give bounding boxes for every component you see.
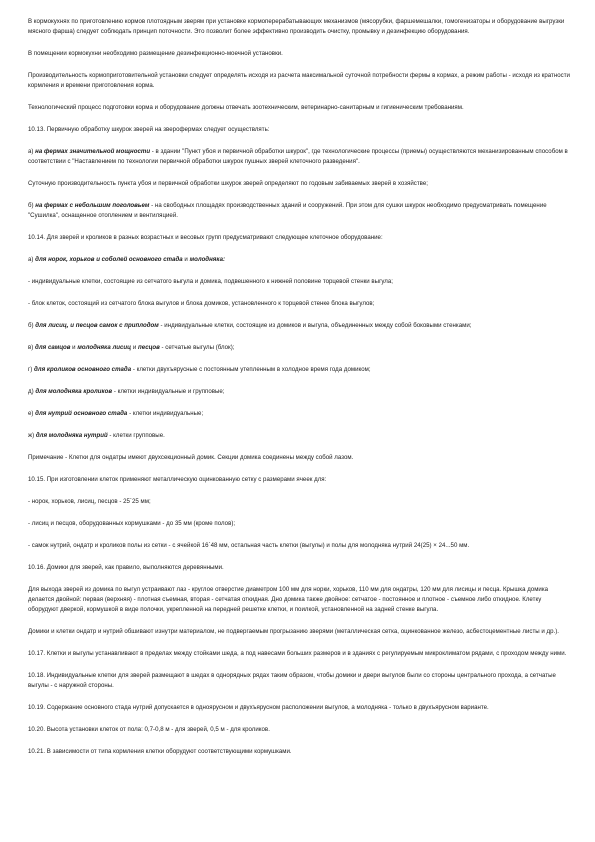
emphasized-text: для лисиц, и песцов самок с приплодом <box>35 322 159 329</box>
text-run: Примечание - Клетки для ондатры имеют двухсекционный домик. Секции домика соединены между собой лазом. <box>28 454 354 461</box>
text-run: 10.17. Клетки и выгулы устанавливают в пределах между стойками шеда, а под навесами больших размеров и в зданиях с регулируемым микроклиматом рядами, с проходом между ними. <box>28 650 567 657</box>
paragraph-p5 <box>28 125 573 135</box>
text-run: Производительность кормоприготовительной установки следует определять исходя из расчета максимальной суточной потребности фермы в кормах, а режим работы - исходя из кратности кормления и времени приготовления корма. <box>28 72 570 89</box>
text-run: - самок нутрий, ондатр и кроликов полы из сетки - с ячейкой 16´48 мм, остальная часть клетки (выгулы) и полы для молодняка нутрий 24(25) × 24...50 мм. <box>28 542 470 549</box>
paragraph-p2 <box>28 49 573 59</box>
paragraph-p12 <box>28 299 573 309</box>
text-run: д) <box>28 388 36 395</box>
paragraph-p31 <box>28 747 573 757</box>
paragraph-p25 <box>28 585 573 615</box>
text-run: В помещении кормокухни необходимо размещение дезинфекционно-моечной установки. <box>28 50 283 57</box>
text-run: - лисиц и песцов, оборудованных кормушками - до 35 мм (кроме полов); <box>28 520 236 527</box>
text-run: 10.19. Содержание основного стада нутрий допускается в одноярусном и двухъярусном расположении выгулов, а молодняка - только в двухъярусном варианте. <box>28 704 489 711</box>
text-run: ж) <box>28 432 36 439</box>
paragraph-p20 <box>28 475 573 485</box>
emphasized-text: для нутрий основного стада <box>35 410 128 417</box>
paragraph-p10 <box>28 255 573 265</box>
text-run: в) <box>28 344 36 351</box>
emphasized-text: для молодняка нутрий <box>35 432 108 439</box>
text-run: Технологический процесс подготовки корма и оборудование должны отвечать зоотехническим, ветеринарно-санитарным и гигиеническим требованиям. <box>28 104 464 111</box>
text-run: - блок клеток, состоящий из сетчатого блока выгулов и блока домиков, установленного к торцевой стенке блока выгулов; <box>28 300 375 307</box>
paragraph-p18 <box>28 431 573 441</box>
text-run: - клетки индивидуальные и групповые; <box>112 388 225 395</box>
text-run: 10.21. В зависимости от типа кормления клетки оборудуют соответствующими кормушками. <box>28 748 292 755</box>
text-run: и <box>131 344 138 351</box>
emphasized-text: для молодняка кроликов <box>35 388 113 395</box>
text-run: - норок, хорьков, лисиц, песцов - 25´25 мм; <box>28 498 151 505</box>
paragraph-p17 <box>28 409 573 419</box>
text-run: Суточную производительность пункта убоя и первичной обработки шкурок зверей определяют по годовым забиваемых зверей в хозяйстве; <box>28 180 428 187</box>
text-run: 10.14. Для зверей и кроликов в разных возрастных и весовых групп предусматривают следующее клеточное оборудование: <box>28 234 383 241</box>
paragraph-p15 <box>28 365 573 375</box>
text-run: и <box>70 344 78 351</box>
emphasized-text: для кроликов основного стада <box>34 366 132 373</box>
paragraph-p23 <box>28 541 573 551</box>
paragraph-p24 <box>28 563 573 573</box>
paragraph-p21 <box>28 497 573 507</box>
paragraph-p11 <box>28 277 573 287</box>
text-run: 10.18. Индивидуальные клетки для зверей размещают в шедах в однорядных рядах таким образом, чтобы домики и двери выгулов были со стороны центрального прохода, а сетчатые выгулы - с наружной стороны. <box>28 672 556 689</box>
emphasized-text: молодняка лисиц <box>77 344 132 351</box>
paragraph-p29 <box>28 703 573 713</box>
text-run: - на свободных площадях производственных зданий и сооружений. При этом для сушки шкурок необходимо предусматривать помещение "Сушилка", оснащенное отоплением и вентиляцией. <box>28 202 547 219</box>
paragraph-p9 <box>28 233 573 243</box>
paragraph-p7 <box>28 179 573 189</box>
paragraph-p14 <box>28 343 573 353</box>
emphasized-text: на фермах с небольшим поголовьем <box>35 202 150 209</box>
emphasized-text: песцов <box>138 344 160 351</box>
text-run: б) <box>28 202 36 209</box>
text-run: б) <box>28 322 36 329</box>
paragraph-p3 <box>28 71 573 91</box>
text-run: г) <box>28 366 35 373</box>
text-run: а) <box>28 148 36 155</box>
text-run: 10.16. Домики для зверей, как правило, выполняются деревянными. <box>28 564 224 571</box>
paragraph-p13 <box>28 321 573 331</box>
paragraph-p27 <box>28 649 573 659</box>
text-run: - клетки двухъярусные с постоянным утепленным в холодное время года домиком; <box>131 366 371 373</box>
emphasized-text: для самцов <box>35 344 71 351</box>
paragraph-p19 <box>28 453 573 463</box>
text-run: - клетки групповые. <box>107 432 165 439</box>
document-body <box>28 17 573 769</box>
paragraph-p16 <box>28 387 573 397</box>
text-run: Домики и клетки ондатр и нутрий обшивают изнутри материалом, не подвергаемым прогрызанию зверями (металлическая сетка, оцинкованное железо, асбестоцементные листы и др.). <box>28 628 559 635</box>
text-run: Для выхода зверей из домика по выгул устраивают лаз - круглое отверстие диаметром 100 мм для норки, хорьков, 110 мм для ондатры, 120 мм для лисицы и песца. Крышка домика делается двойной: первая (верхняя) - плотная съемная, вторая - сетчатая откидная. Дно домика также двойное: сетчатое - постоянное и плотное - съемное либо откидное. Клетку оборудуют дверкой, кормушкой в виде полочки, укрепленной на передней решетке клетки, и поилкой, установленной на задней стенке выгула. <box>28 586 549 613</box>
paragraph-p30 <box>28 725 573 735</box>
text-run: В кормокухнях по приготовлению кормов плотоядным зверям при установке кормоперерабатывающих механизмов (мясорубки, фаршемешалки, гомогенизаторы и оборудование выгрузки мясного фарша) следует соблюдать принцип поточности. Это позволит более эффективно производить очистку, промывку и дезинфекцию оборудования. <box>28 18 565 35</box>
paragraph-p6 <box>28 147 573 167</box>
text-run: 10.20. Высота установки клеток от пола: 0,7-0,8 м - для зверей, 0,5 м - для кроликов. <box>28 726 270 733</box>
text-run: а) <box>28 256 36 263</box>
paragraph-p28 <box>28 671 573 691</box>
paragraph-p22 <box>28 519 573 529</box>
text-run: - индивидуальные клетки, состоящие из сетчатого выгула и домика, подвешенного к нижней половине торцевой стенки выгула; <box>28 278 393 285</box>
text-run: 10.15. При изготовлении клеток применяют металлическую оцинкованную сетку с размерами ячеек для: <box>28 476 327 483</box>
text-run: е) <box>28 410 36 417</box>
paragraph-p4 <box>28 103 573 113</box>
text-run: - индивидуальные клетки, состоящие из домиков и выгула, объединенных между собой боковыми стенками; <box>158 322 472 329</box>
emphasized-text: молодняка: <box>189 256 226 263</box>
text-run: 10.13. Первичную обработку шкурок зверей на зверофермах следует осуществлять: <box>28 126 270 133</box>
emphasized-text: на фермах значительной мощности <box>35 148 151 155</box>
text-run: - сетчатые выгулы (блок); <box>159 344 235 351</box>
text-run: - клетки индивидуальные; <box>127 410 204 417</box>
paragraph-p8 <box>28 201 573 221</box>
text-run: и <box>182 256 190 263</box>
emphasized-text: для норок, хорьков и соболей основного стада <box>35 256 183 263</box>
paragraph-p26 <box>28 627 573 637</box>
paragraph-p1 <box>28 17 573 37</box>
text-run: - в здании "Пункт убоя и первичной обработки шкурок", где технологические процессы (приемы) осуществляются механизированным способом в соответствии с "Наставлением по технологии первичной обработки шкурок пушных зверей клеточного разведения". <box>28 148 568 165</box>
